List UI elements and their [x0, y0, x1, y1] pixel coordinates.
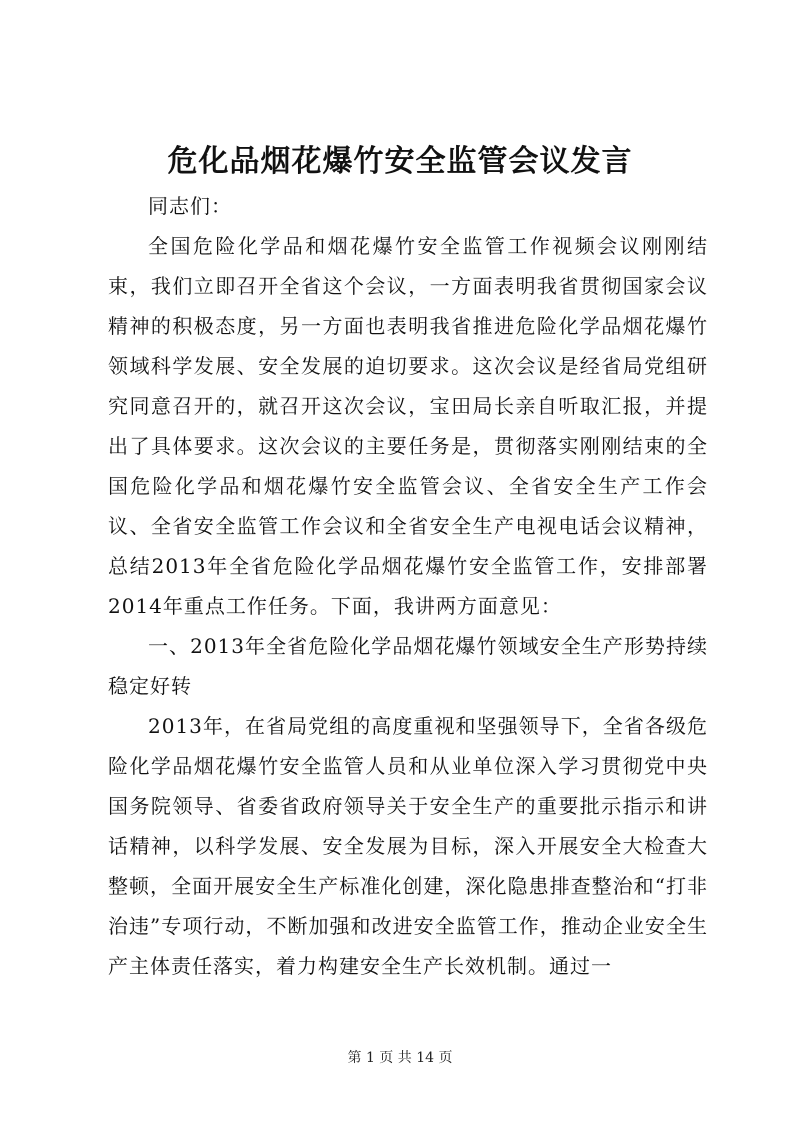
document-title: 危化品烟花爆竹安全监管会议发言: [167, 144, 633, 179]
paragraph-2: 2013年，在省局党组的高度重视和坚强领导下，全省各级危险化学品烟花爆竹安全监管人员和从业单位深入学习贯彻党中央国务院领导、省委省政府领导关于安全生产的重要批示指示和讲话精神，以科学发展、安全发展为目标，深入开展安全大检查大整顿，全面开展安全生产标准化创建，深化隐患排查整治和“打非治违”专项行动，不断加强和改进安全监管工作，推动企业安全生产主体责任落实，着力构建安全生产长效机制。通过一: [108, 714, 708, 978]
section-heading-1: 一、2013年全省危险化学品烟花爆竹领域安全生产形势持续稳定好转: [108, 634, 708, 698]
document-body: [108, 186, 708, 986]
page-number-footer: 第 1 页 共 14 页: [347, 1050, 453, 1066]
paragraph-1: 全国危险化学品和烟花爆竹安全监管工作视频会议刚刚结束，我们立即召开全省这个会议，一方面表明我省贯彻国家会议精神的积极态度，另一方面也表明我省推进危险化学品烟花爆竹领域科学发展、安全发展的迫切要求。这次会议是经省局党组研究同意召开的，就召开这次会议，宝田局长亲自听取汇报，并提出了具体要求。这次会议的主要任务是，贯彻落实刚刚结束的全国危险化学品和烟花爆竹安全监管会议、全省安全生产工作会议、全省安全监管工作会议和全省安全生产电视电话会议精神，总结2013年全省危险化学品烟花爆竹安全监管工作，安排部署2014年重点工作任务。下面，我讲两方面意见：: [108, 234, 708, 618]
salutation: 同志们：: [148, 194, 232, 218]
